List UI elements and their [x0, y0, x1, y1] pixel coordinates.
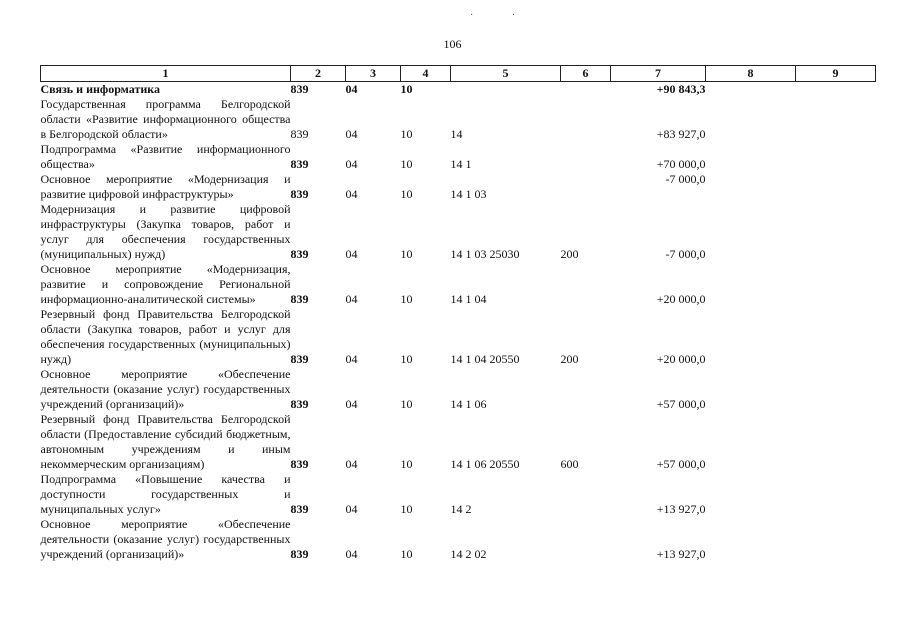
- row-amount: +83 927,0: [656, 127, 706, 141]
- row-admin-code: 839: [290, 352, 309, 366]
- row-subsection: 10: [400, 397, 413, 411]
- row-section: 04: [345, 352, 358, 366]
- row-amount: +70 000,0: [656, 157, 706, 171]
- row-name: Резервный фонд Правительства Белгородской области (Предоставление субсидий бюджетным, автономным учреждениям и иным некоммерческим организациям): [40, 412, 291, 471]
- col-header-5: 5: [451, 66, 561, 82]
- row-subsection: 10: [400, 457, 413, 471]
- budget-table: [40, 65, 876, 562]
- row-amount: +90 843,3: [656, 82, 706, 96]
- row-name: Основное мероприятие «Модернизация, развитие и сопровождение Региональной информационно-аналитической системы»: [40, 262, 291, 306]
- row-col-8: [706, 97, 796, 142]
- row-target-article: 14 2: [450, 502, 472, 516]
- header-row: [41, 66, 876, 82]
- row-name: Связь и информатика: [40, 82, 161, 96]
- page-number: 106: [443, 37, 462, 51]
- row-expense-type: 200: [560, 352, 579, 366]
- row-subsection: 10: [400, 157, 413, 171]
- row-col-8: [706, 412, 796, 472]
- row-admin-code: 839: [290, 502, 309, 516]
- row-expense-type: [561, 97, 611, 142]
- row-col-9: [796, 202, 876, 262]
- row-subsection: 10: [400, 352, 413, 366]
- row-name: Основное мероприятие «Обеспечение деятельности (оказание услуг) государственных учреждений (организаций)»: [40, 367, 291, 411]
- table-row: [41, 412, 876, 472]
- row-target-article: 14 1: [450, 157, 472, 171]
- row-amount: +20 000,0: [656, 292, 706, 306]
- table-row: [41, 97, 876, 142]
- row-col-9: [796, 82, 876, 98]
- table-row: [41, 367, 876, 412]
- table-row: [41, 172, 876, 202]
- row-target-article: [451, 82, 561, 98]
- row-expense-type: 200: [560, 247, 579, 261]
- row-col-9: [796, 97, 876, 142]
- row-col-9: [796, 262, 876, 307]
- row-col-8: [706, 262, 796, 307]
- col-header-1: 1: [41, 66, 291, 82]
- col-header-7: 7: [611, 66, 706, 82]
- row-col-8: [706, 367, 796, 412]
- row-col-8: [706, 472, 796, 517]
- scan-specks: · ·: [470, 10, 534, 21]
- row-section: 04: [345, 292, 358, 306]
- row-target-article: 14 1 03 25030: [450, 247, 520, 261]
- row-col-9: [796, 307, 876, 367]
- table-row: [41, 82, 876, 98]
- row-section: 04: [345, 187, 358, 201]
- table-row: [41, 142, 876, 172]
- row-target-article: 14 1 06 20550: [450, 457, 520, 471]
- row-expense-type: [561, 472, 611, 517]
- row-expense-type: [561, 367, 611, 412]
- row-target-article: 14 1 06: [450, 397, 487, 411]
- table-row: [41, 202, 876, 262]
- row-col-9: [796, 142, 876, 172]
- row-amount: +13 927,0: [656, 502, 706, 516]
- row-admin-code: 839: [290, 157, 309, 171]
- row-section: 04: [345, 247, 358, 261]
- row-section: 04: [345, 157, 358, 171]
- table-row: [41, 472, 876, 517]
- row-admin-code: 839: [290, 187, 309, 201]
- row-expense-type: [561, 142, 611, 172]
- row-amount: -7 000,0: [665, 247, 706, 261]
- row-amount: -7 000,0: [665, 172, 706, 186]
- row-section: 04: [345, 547, 358, 561]
- row-subsection: 10: [400, 292, 413, 306]
- col-header-3: 3: [346, 66, 401, 82]
- row-expense-type: [561, 82, 611, 98]
- row-col-8: [706, 82, 796, 98]
- row-name: Модернизация и развитие цифровой инфраструктуры (Закупка товаров, работ и услуг для обеспечения государственных (муниципальных) нужд): [40, 202, 291, 261]
- row-col-8: [706, 307, 796, 367]
- row-section: 04: [345, 397, 358, 411]
- row-col-9: [796, 472, 876, 517]
- row-section: 04: [345, 502, 358, 516]
- row-target-article: 14: [450, 127, 463, 141]
- row-amount: +20 000,0: [656, 352, 706, 366]
- row-subsection: 10: [400, 247, 413, 261]
- row-admin-code: 839: [290, 127, 309, 141]
- row-target-article: 14 1 04: [450, 292, 487, 306]
- row-expense-type: [561, 262, 611, 307]
- row-section: 04: [345, 457, 358, 471]
- row-subsection: 10: [400, 82, 413, 96]
- row-subsection: 10: [400, 187, 413, 201]
- row-amount: +13 927,0: [656, 547, 706, 561]
- table-row: [41, 262, 876, 307]
- row-col-9: [796, 367, 876, 412]
- row-col-9: [796, 517, 876, 562]
- row-amount: +57 000,0: [656, 397, 706, 411]
- row-subsection: 10: [400, 127, 413, 141]
- row-col-9: [796, 172, 876, 202]
- row-name: Основное мероприятие «Модернизация и развитие цифровой инфраструктуры»: [40, 172, 291, 201]
- row-col-8: [706, 142, 796, 172]
- row-col-8: [706, 202, 796, 262]
- row-admin-code: 839: [290, 457, 309, 471]
- table-row: [41, 517, 876, 562]
- row-col-8: [706, 517, 796, 562]
- col-header-2: 2: [291, 66, 346, 82]
- row-expense-type: [561, 172, 611, 202]
- row-admin-code: 839: [290, 247, 309, 261]
- col-header-8: 8: [706, 66, 796, 82]
- row-name: Государственная программа Белгородской области «Развитие информационного общества в Белгородской области»: [40, 97, 291, 141]
- row-admin-code: 839: [290, 292, 309, 306]
- row-subsection: 10: [400, 547, 413, 561]
- table-row: [41, 307, 876, 367]
- col-header-9: 9: [796, 66, 876, 82]
- row-expense-type: 600: [560, 457, 579, 471]
- row-admin-code: 839: [290, 397, 309, 411]
- row-target-article: 14 2 02: [450, 547, 487, 561]
- row-col-9: [796, 412, 876, 472]
- row-col-8: [706, 172, 796, 202]
- row-subsection: 10: [400, 502, 413, 516]
- row-admin-code: 839: [290, 547, 309, 561]
- row-name: Основное мероприятие «Обеспечение деятельности (оказание услуг) государственных учреждений (организаций)»: [40, 517, 291, 561]
- row-section: 04: [345, 82, 358, 96]
- row-name: Резервный фонд Правительства Белгородской области (Закупка товаров, работ и услуг для обеспечения государственных (муниципальных) нужд): [40, 307, 291, 366]
- row-amount: +57 000,0: [656, 457, 706, 471]
- row-section: 04: [345, 127, 358, 141]
- col-header-6: 6: [561, 66, 611, 82]
- row-name: Подпрограмма «Развитие информационного общества»: [40, 142, 291, 171]
- row-target-article: 14 1 04 20550: [450, 352, 520, 366]
- row-name: Подпрограмма «Повышение качества и доступности государственных и муниципальных услуг»: [40, 472, 291, 516]
- row-expense-type: [561, 517, 611, 562]
- col-header-4: 4: [401, 66, 451, 82]
- row-target-article: 14 1 03: [450, 187, 487, 201]
- row-admin-code: 839: [290, 82, 309, 96]
